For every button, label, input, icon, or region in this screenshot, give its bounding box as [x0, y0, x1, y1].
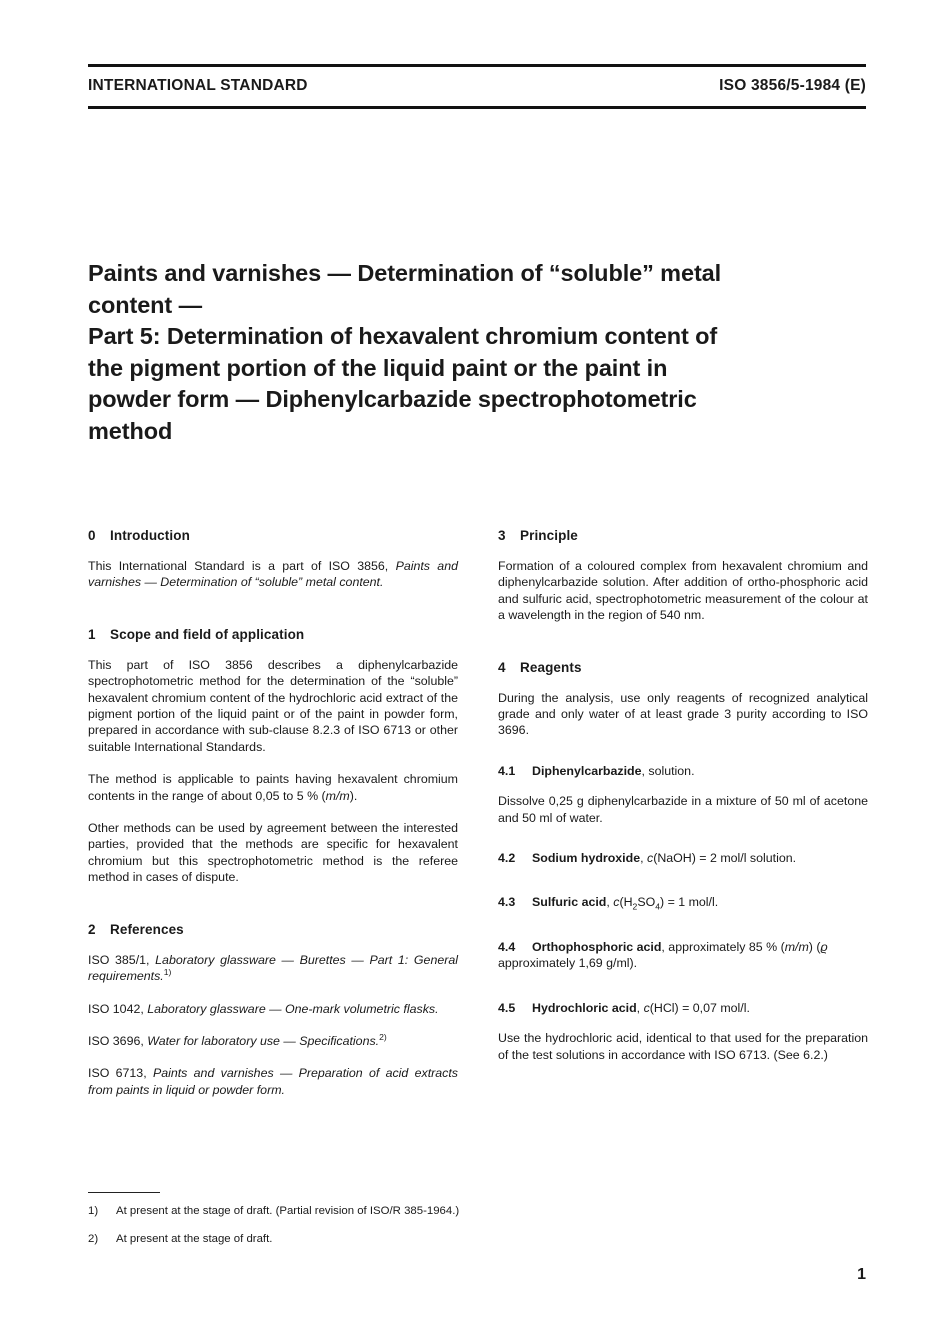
title-line-2: content —: [88, 291, 202, 318]
reference-item-3: [88, 1033, 458, 1049]
section-number-0: 0: [88, 528, 96, 543]
concentration-symbol-4-3: c: [613, 895, 620, 910]
reagent-comma-4-5: ,: [636, 1000, 644, 1015]
reference-4-id: ISO 6713,: [88, 1066, 153, 1081]
paragraph-scope-3: Other methods can be used by agreement between the interested parties, provided that the methods are specific for hexavalent chromium but this spectrophotometric method is the referee method in cases of dispute.: [88, 821, 458, 885]
section-heading-1: [88, 627, 458, 643]
section-heading-0: [88, 528, 458, 544]
reagent-detail-4-4-b: ) (: [808, 939, 821, 954]
paragraph-reagent-4-1: Dissolve 0,25 g diphenylcarbazide in a mixture of 50 ml of acetone and 50 ml of water.: [498, 794, 868, 825]
reagent-detail-4-4-a: , approximately 85 % (: [661, 939, 785, 954]
formula-mid-4-3: SO: [637, 895, 656, 910]
section-heading-3: [498, 528, 868, 544]
reagent-heading-4-4: [498, 939, 868, 972]
footnote-separator-rule: [88, 1192, 160, 1193]
section-number-4: 4: [498, 659, 506, 675]
reagent-detail-4-4-c: approximately 1,69 g/ml).: [498, 956, 638, 971]
reference-2-id: ISO 1042,: [88, 1001, 148, 1016]
formula-post-4-3: ) = 1 mol/l.: [660, 895, 719, 910]
section-title-3: Principle: [520, 528, 578, 543]
section-heading-4: [498, 660, 868, 676]
paragraph-reagent-4-5: Use the hydrochloric acid, identical to that used for the preparation of the test solutions in accordance with ISO 6713. (See 6.2.): [498, 1031, 868, 1062]
section-number-2: 2: [88, 921, 96, 937]
header-row: [88, 67, 866, 104]
reference-2-title: Laboratory glassware — One-mark volumetric flasks.: [147, 1001, 439, 1016]
reagent-heading-4-2: [498, 850, 868, 866]
reference-item-1: [88, 952, 458, 985]
footnote-marker-1: 1): [163, 966, 172, 977]
right-column: [498, 528, 868, 1063]
reagent-heading-4-5: [498, 1000, 868, 1016]
standard-number-label: ISO 3856/5-1984 (E): [719, 77, 866, 94]
title-line-6: method: [88, 417, 173, 444]
reagent-number-4-3: 4.3: [498, 895, 516, 910]
reference-3-title: Water for laboratory use — Specifications.: [147, 1033, 380, 1048]
reagent-name-4-2: Sodium hydroxide: [532, 851, 641, 866]
formula-pre-4-3: (H: [619, 895, 633, 910]
reagent-number-4-4: 4.4: [498, 939, 516, 954]
reagent-heading-4-3: [498, 894, 868, 910]
reagent-detail-4-2: (NaOH) = 2 mol/l solution.: [653, 851, 797, 866]
section-title-1: Scope and field of application: [110, 626, 305, 642]
formula-sub-2-4-3: 4: [655, 901, 661, 912]
reference-1-title: Laboratory glassware — Burettes — Part 1: General requirements.: [88, 952, 458, 984]
paragraph-scope-2: [88, 771, 458, 804]
page-header: [88, 64, 866, 109]
footnote-2-text: At present at the stage of draft.: [116, 1233, 273, 1245]
section-number-3: 3: [498, 528, 506, 543]
title-line-3: Part 5: Determination of hexavalent chromium content of: [88, 323, 718, 349]
section-title-2: References: [110, 921, 184, 937]
scope-2-italic: m/m: [325, 788, 350, 803]
reference-1-id: ISO 385/1,: [88, 952, 156, 967]
section-title-0: Introduction: [110, 528, 190, 543]
section-number-1: 1: [88, 626, 96, 642]
title-line-5: powder form — Diphenylcarbazide spectrophotometric: [88, 386, 697, 412]
reagent-number-4-1: 4.1: [498, 763, 516, 778]
section-heading-2: [88, 922, 458, 938]
footnote-2: [88, 1232, 518, 1247]
footnote-1-number: 1): [88, 1205, 99, 1217]
reagent-detail-4-5: (HCl) = 0,07 mol/l.: [649, 1000, 750, 1015]
scope-2-a: The method is applicable to paints having hexavalent chromium contents in the range of about 0,05 to 5 % (: [88, 772, 458, 803]
density-symbol-4-4: ϱ: [820, 939, 828, 954]
reference-4-title: Paints and varnishes — Preparation of acid extracts from paints in liquid or powder form.: [88, 1066, 458, 1097]
intro-text-italic: Paints and varnishes — Determination of “soluble” metal content.: [88, 559, 458, 590]
reagent-number-4-5: 4.5: [498, 1000, 516, 1015]
page-number: 1: [857, 1266, 866, 1283]
intro-text-a: This International Standard is a part of ISO 3856,: [88, 559, 396, 573]
footnote-1-text: At present at the stage of draft. (Partial revision of ISO/R 385-1964.): [116, 1205, 460, 1217]
paragraph-principle: Formation of a coloured complex from hexavalent chromium and diphenylcarbazide solution. After addition of ortho-phosphoric acid and sulfuric acid, spectrophotometric measurement of the colour at a wavelength in the region of 540 nm.: [498, 559, 868, 623]
section-title-4: Reagents: [520, 659, 582, 675]
reference-item-4: [88, 1065, 458, 1098]
mass-fraction-symbol-4-4: m/m: [784, 939, 809, 954]
reagent-comma-4-2: ,: [640, 851, 647, 866]
reference-3-id: ISO 3696,: [88, 1033, 148, 1048]
footnote-2-number: 2): [88, 1233, 99, 1245]
concentration-symbol-4-2: c: [646, 851, 654, 866]
left-column: [88, 528, 458, 1114]
reagent-name-4-4: Orthophosphoric acid: [532, 939, 662, 954]
reagent-name-4-3: Sulfuric acid: [532, 895, 607, 910]
body-columns: [88, 528, 868, 1188]
paragraph-scope-1: This part of ISO 3856 describes a diphenylcarbazide spectrophotometric method for the determination of the “soluble” hexavalent chromium content of the hydrochloric acid extract of the pigment portion of the liquid paint or of the paint in powder form, prepared in accordance with sub-clause 8.2.3 of ISO 6713 or other suitable International Standards.: [88, 657, 458, 754]
header-rule-bottom: [88, 106, 866, 109]
scope-2-b: ).: [349, 788, 358, 803]
formula-sub-1-4-3: 2: [632, 901, 638, 912]
title-line-4: the pigment portion of the liquid paint or the paint in: [88, 354, 668, 381]
reagent-detail-4-1: , solution.: [641, 763, 695, 778]
reference-item-2: [88, 1001, 458, 1017]
reagent-comma-4-3: ,: [606, 895, 614, 910]
footnotes-block: [88, 1192, 518, 1260]
title-line-1: Paints and varnishes — Determination of “soluble” metal: [88, 260, 722, 286]
footnote-1: [88, 1204, 518, 1219]
concentration-symbol-4-5: c: [643, 1000, 650, 1015]
standard-type-label: INTERNATIONAL STANDARD: [88, 77, 308, 94]
reagent-name-4-5: Hydrochloric acid: [532, 1000, 637, 1015]
reagent-name-4-1: Diphenylcarbazide: [532, 763, 642, 778]
reagent-heading-4-1: [498, 763, 868, 779]
document-title: [88, 258, 878, 447]
paragraph-intro: [88, 558, 458, 591]
footnote-marker-2: 2): [379, 1031, 387, 1042]
paragraph-reagents-intro: During the analysis, use only reagents of recognized analytical grade and only water of at least grade 3 purity according to ISO 3696.: [498, 690, 868, 738]
reagent-number-4-2: 4.2: [498, 851, 516, 866]
